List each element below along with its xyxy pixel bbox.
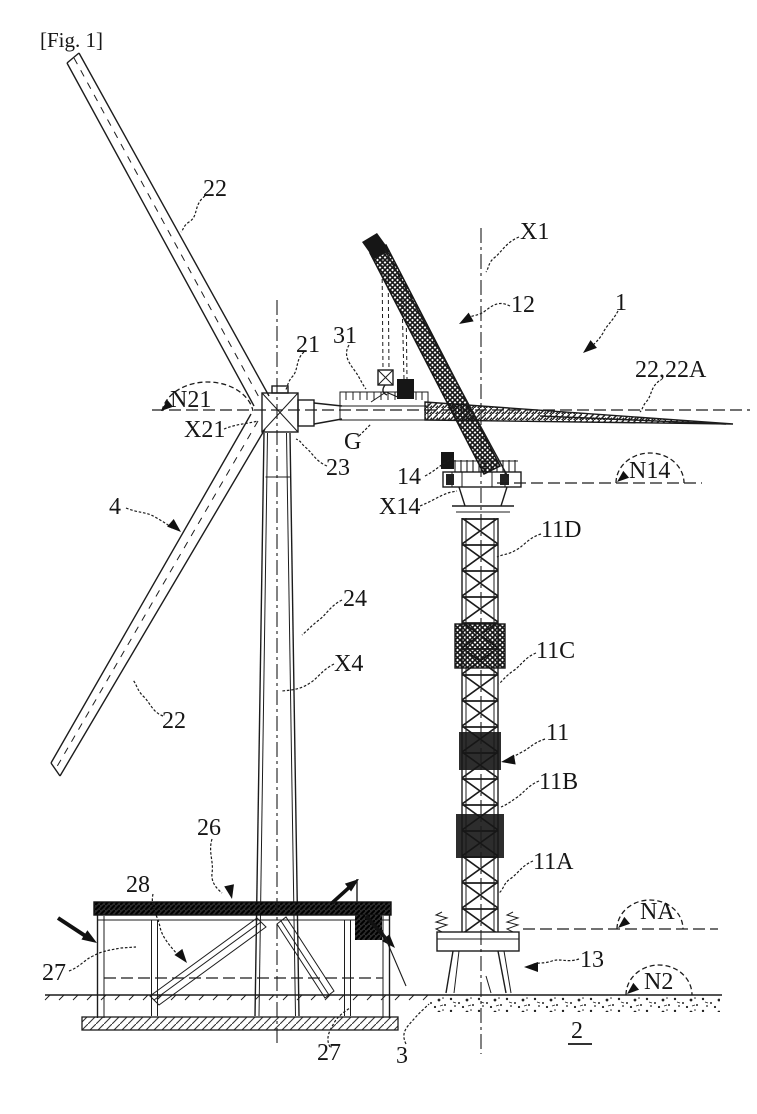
rotor-blade-lower	[51, 414, 265, 776]
leader-13-arrow	[524, 962, 538, 972]
leader-11d	[497, 534, 541, 557]
label-11a: 11A	[533, 849, 574, 875]
label-22-upper: 22	[203, 176, 227, 202]
platform-walls	[98, 914, 390, 1018]
leader-11b	[501, 781, 539, 807]
leader-x14	[420, 491, 457, 506]
leader-26-arrow	[224, 884, 237, 900]
leader-1	[589, 311, 618, 349]
platform-skid-beam	[82, 1017, 398, 1030]
label-14: 14	[397, 464, 421, 490]
leader-12	[466, 303, 510, 320]
label-23: 23	[326, 455, 350, 481]
crane-mast-block-11a	[456, 814, 504, 858]
crane-base-spring-left	[436, 912, 447, 932]
label-1: 1	[615, 290, 627, 316]
ground-hatch-ticks	[45, 995, 428, 1000]
ground-stipple	[430, 996, 720, 1012]
label-n2: N2	[644, 969, 674, 995]
crane-boom	[362, 233, 508, 477]
figure-tag: [Fig. 1]	[40, 28, 103, 52]
label-x1: X1	[520, 219, 550, 245]
label-24: 24	[343, 586, 367, 612]
label-x4: X4	[334, 651, 364, 677]
leader-1-arrow	[580, 340, 597, 357]
label-x14: X14	[379, 494, 421, 520]
label-11b: 11B	[539, 769, 579, 795]
crane-base-legs	[446, 951, 511, 993]
leader-27-left	[69, 947, 136, 971]
leader-22-upper	[181, 196, 205, 232]
label-21: 21	[296, 332, 320, 358]
leader-24	[302, 600, 342, 635]
label-11d: 11D	[541, 517, 582, 543]
label-12: 12	[511, 292, 535, 318]
leader-x21	[224, 421, 258, 429]
leader-11a	[499, 861, 533, 893]
label-11: 11	[546, 720, 570, 746]
platform-deck	[94, 902, 391, 915]
label-27-right: 27	[317, 1040, 341, 1066]
yoke-counterweight	[397, 379, 414, 399]
label-3: 3	[396, 1043, 408, 1069]
label-22-lower: 22	[162, 708, 186, 734]
label-22-22a: 22,22A	[635, 357, 707, 383]
wind-turbine	[51, 53, 750, 1016]
leader-22-22a	[640, 381, 659, 412]
leader-12-arrow	[457, 313, 474, 329]
nacelle	[262, 386, 342, 432]
label-28: 28	[126, 872, 150, 898]
label-26: 26	[197, 815, 221, 841]
assembly-crane	[362, 233, 521, 993]
leader-11-arrow	[500, 755, 516, 767]
leader-4-arrow	[167, 519, 184, 536]
leader-13	[532, 959, 579, 965]
crane-mast-collar	[455, 624, 505, 668]
crane-mast	[455, 518, 505, 932]
leader-4	[126, 508, 172, 528]
platform-corner-arrow-left	[58, 918, 100, 948]
label-na: NA	[640, 899, 675, 925]
leader-x1	[486, 237, 519, 272]
leader-28-arrow	[174, 949, 190, 966]
label-x21: X21	[184, 417, 226, 443]
platform-braces	[150, 917, 334, 1005]
rotor-blade-upper	[67, 53, 269, 406]
leader-22-lower	[133, 680, 163, 716]
leader-26	[211, 839, 222, 893]
leader-3	[404, 1004, 429, 1044]
crane-mast-block-11b	[459, 732, 501, 770]
label-2: 2	[571, 1018, 583, 1044]
label-4: 4	[109, 494, 121, 520]
leader-23	[296, 439, 327, 466]
label-31: 31	[333, 323, 357, 349]
platform-corner-arrow-right	[332, 875, 362, 903]
label-n21: N21	[170, 387, 212, 413]
label-27-left: 27	[42, 960, 66, 986]
label-g: G	[344, 429, 362, 455]
label-11c: 11C	[536, 638, 576, 664]
hub	[298, 400, 314, 426]
label-n14: N14	[629, 458, 671, 484]
leader-31	[347, 345, 366, 389]
crane-base-spring-right	[507, 912, 518, 932]
label-13: 13	[580, 947, 604, 973]
